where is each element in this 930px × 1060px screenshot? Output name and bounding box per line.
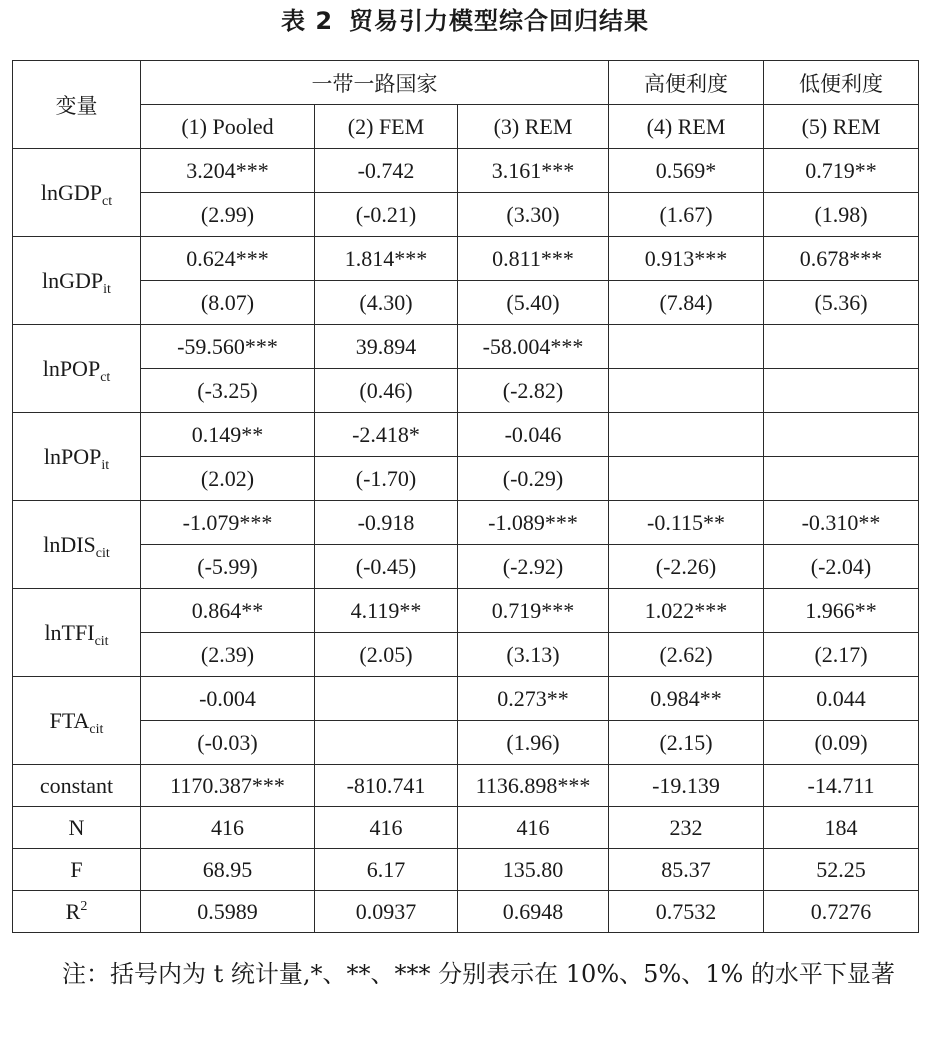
- summary-cell: 68.95: [141, 849, 315, 891]
- variable-name: [13, 807, 141, 849]
- summary-row: [13, 891, 919, 933]
- coef-cell: 4.119**: [315, 589, 458, 633]
- variable-name: [13, 765, 141, 807]
- t-stat-cell: (3.30): [458, 193, 609, 237]
- coef-row: [13, 501, 919, 545]
- t-stat-cell: (1.98): [764, 193, 919, 237]
- table-number: 表 2: [280, 7, 334, 35]
- header-model-2: (2) FEM: [315, 105, 458, 149]
- coef-cell: 0.719**: [764, 149, 919, 193]
- summary-cell: -19.139: [609, 765, 764, 807]
- summary-cell: -810.741: [315, 765, 458, 807]
- coef-cell: 0.864**: [141, 589, 315, 633]
- coef-cell: 0.569*: [609, 149, 764, 193]
- t-stat-cell: (2.99): [141, 193, 315, 237]
- header-model-1: (1) Pooled: [141, 105, 315, 149]
- t-stat-row: [13, 457, 919, 501]
- coef-cell: 0.044: [764, 677, 919, 721]
- variable-base: lnTFI: [44, 619, 95, 645]
- summary-cell: 0.7276: [764, 891, 919, 933]
- t-stat-row: [13, 369, 919, 413]
- t-stat-cell: (1.67): [609, 193, 764, 237]
- variable-label: [49, 707, 104, 737]
- t-stat-cell: (8.07): [141, 281, 315, 325]
- summary-cell: 416: [141, 807, 315, 849]
- t-stat-cell: [609, 457, 764, 501]
- t-stat-cell: (-0.03): [141, 721, 315, 765]
- coef-cell: -0.004: [141, 677, 315, 721]
- summary-cell: -14.711: [764, 765, 919, 807]
- summary-cell: 0.7532: [609, 891, 764, 933]
- coef-cell: 39.894: [315, 325, 458, 369]
- t-stat-cell: (5.36): [764, 281, 919, 325]
- t-stat-cell: (-0.21): [315, 193, 458, 237]
- summary-cell: 0.5989: [141, 891, 315, 933]
- table-caption: 贸易引力模型综合回归结果: [349, 7, 650, 35]
- coef-cell: 0.273**: [458, 677, 609, 721]
- header-model-3: (3) REM: [458, 105, 609, 149]
- coef-cell: -0.742: [315, 149, 458, 193]
- t-stat-cell: (-5.99): [141, 545, 315, 589]
- header-model-4: (4) REM: [609, 105, 764, 149]
- summary-cell: 6.17: [315, 849, 458, 891]
- header-group-high: 高便利度: [609, 61, 764, 105]
- header-group-belt-road: 一带一路国家: [141, 61, 609, 105]
- summary-row: [13, 765, 919, 807]
- summary-cell: 1170.387***: [141, 765, 315, 807]
- t-stat-cell: (0.09): [764, 721, 919, 765]
- variable-base: FTA: [49, 707, 90, 733]
- variable-base: lnDIS: [43, 531, 96, 557]
- coef-cell: -1.079***: [141, 501, 315, 545]
- header-row-models: [13, 105, 919, 149]
- variable-subscript: cit: [94, 633, 109, 649]
- coef-cell: -0.115**: [609, 501, 764, 545]
- variable-label: [40, 179, 113, 209]
- t-stat-cell: [609, 369, 764, 413]
- variable-name: [13, 501, 141, 589]
- coef-cell: 0.719***: [458, 589, 609, 633]
- variable-base: F: [70, 856, 83, 882]
- variable-name: [13, 589, 141, 677]
- summary-cell: 0.0937: [315, 891, 458, 933]
- variable-base: R: [65, 898, 81, 924]
- t-stat-row: [13, 281, 919, 325]
- t-stat-row: [13, 545, 919, 589]
- variable-base: lnGDP: [42, 267, 104, 293]
- coef-row: [13, 413, 919, 457]
- coef-cell: [609, 413, 764, 457]
- t-stat-cell: (-0.45): [315, 545, 458, 589]
- header-group-low: 低便利度: [764, 61, 919, 105]
- t-stat-cell: (2.02): [141, 457, 315, 501]
- coef-cell: 0.624***: [141, 237, 315, 281]
- coef-cell: 0.913***: [609, 237, 764, 281]
- t-stat-row: [13, 193, 919, 237]
- coef-row: [13, 149, 919, 193]
- summary-cell: 52.25: [764, 849, 919, 891]
- coef-row: [13, 589, 919, 633]
- variable-subscript: it: [101, 457, 110, 473]
- variable-superscript: 2: [80, 898, 88, 914]
- t-stat-cell: (3.13): [458, 633, 609, 677]
- table-title: [0, 4, 930, 38]
- variable-name: [13, 849, 141, 891]
- variable-label: [69, 815, 85, 840]
- variable-base: constant: [39, 772, 114, 798]
- variable-name: [13, 237, 141, 325]
- summary-cell: 416: [458, 807, 609, 849]
- coef-cell: [764, 413, 919, 457]
- t-stat-row: [13, 721, 919, 765]
- t-stat-cell: (2.15): [609, 721, 764, 765]
- summary-cell: 135.80: [458, 849, 609, 891]
- coef-cell: -2.418*: [315, 413, 458, 457]
- summary-cell: 85.37: [609, 849, 764, 891]
- summary-cell: 232: [609, 807, 764, 849]
- variable-name: [13, 413, 141, 501]
- coef-cell: -0.310**: [764, 501, 919, 545]
- variable-base: lnGDP: [40, 179, 102, 205]
- coef-row: [13, 325, 919, 369]
- t-stat-cell: (-2.92): [458, 545, 609, 589]
- summary-cell: 184: [764, 807, 919, 849]
- coef-cell: -0.918: [315, 501, 458, 545]
- t-stat-cell: (7.84): [609, 281, 764, 325]
- variable-subscript: cit: [89, 721, 104, 737]
- t-stat-cell: (-0.29): [458, 457, 609, 501]
- variable-base: lnPOP: [42, 355, 101, 381]
- summary-row: [13, 849, 919, 891]
- summary-row: [13, 807, 919, 849]
- variable-label: [40, 773, 113, 798]
- coef-cell: [609, 325, 764, 369]
- t-stat-cell: (-3.25): [141, 369, 315, 413]
- variable-subscript: ct: [102, 193, 113, 209]
- coef-cell: 1.814***: [315, 237, 458, 281]
- table-body: [13, 61, 919, 933]
- t-stat-cell: (2.62): [609, 633, 764, 677]
- variable-label: [42, 267, 111, 297]
- t-stat-cell: (5.40): [458, 281, 609, 325]
- variable-label: [70, 857, 82, 882]
- coef-cell: 0.811***: [458, 237, 609, 281]
- t-stat-cell: (2.17): [764, 633, 919, 677]
- variable-name: [13, 149, 141, 237]
- variable-base: lnPOP: [43, 443, 102, 469]
- coef-cell: 0.149**: [141, 413, 315, 457]
- coef-cell: 3.161***: [458, 149, 609, 193]
- t-stat-cell: (-2.82): [458, 369, 609, 413]
- coef-cell: 0.678***: [764, 237, 919, 281]
- t-stat-cell: (2.05): [315, 633, 458, 677]
- variable-label: [43, 443, 110, 473]
- variable-label: [66, 899, 88, 924]
- t-stat-cell: [764, 457, 919, 501]
- coef-cell: 0.984**: [609, 677, 764, 721]
- coef-cell: 1.966**: [764, 589, 919, 633]
- variable-base: N: [68, 814, 85, 840]
- t-stat-cell: (1.96): [458, 721, 609, 765]
- t-stat-row: [13, 633, 919, 677]
- t-stat-cell: (-2.04): [764, 545, 919, 589]
- t-stat-cell: [764, 369, 919, 413]
- t-stat-cell: (-2.26): [609, 545, 764, 589]
- variable-subscript: cit: [95, 545, 110, 561]
- coef-cell: 3.204***: [141, 149, 315, 193]
- variable-name: [13, 677, 141, 765]
- header-model-5: (5) REM: [764, 105, 919, 149]
- header-row-groups: [13, 61, 919, 105]
- coef-cell: -59.560***: [141, 325, 315, 369]
- coef-cell: -58.004***: [458, 325, 609, 369]
- coef-row: [13, 237, 919, 281]
- variable-subscript: ct: [100, 369, 111, 385]
- t-stat-cell: (2.39): [141, 633, 315, 677]
- variable-name: [13, 325, 141, 413]
- coef-cell: [315, 677, 458, 721]
- variable-name: [13, 891, 141, 933]
- table-footnote: 注：括号内为 t 统计量,*、**、*** 分别表示在 10%、5%、1% 的水平下显著: [62, 960, 895, 988]
- coef-cell: 1.022***: [609, 589, 764, 633]
- variable-label: [42, 355, 111, 385]
- summary-cell: 0.6948: [458, 891, 609, 933]
- regression-table: [12, 60, 919, 933]
- coef-cell: -0.046: [458, 413, 609, 457]
- coef-row: [13, 677, 919, 721]
- t-stat-cell: (4.30): [315, 281, 458, 325]
- variable-label: [44, 619, 109, 649]
- header-variable: 变量: [13, 61, 141, 149]
- coef-cell: [764, 325, 919, 369]
- t-stat-cell: (0.46): [315, 369, 458, 413]
- summary-cell: 1136.898***: [458, 765, 609, 807]
- summary-cell: 416: [315, 807, 458, 849]
- variable-subscript: it: [103, 281, 111, 297]
- variable-label: [43, 531, 110, 561]
- t-stat-cell: [315, 721, 458, 765]
- coef-cell: -1.089***: [458, 501, 609, 545]
- t-stat-cell: (-1.70): [315, 457, 458, 501]
